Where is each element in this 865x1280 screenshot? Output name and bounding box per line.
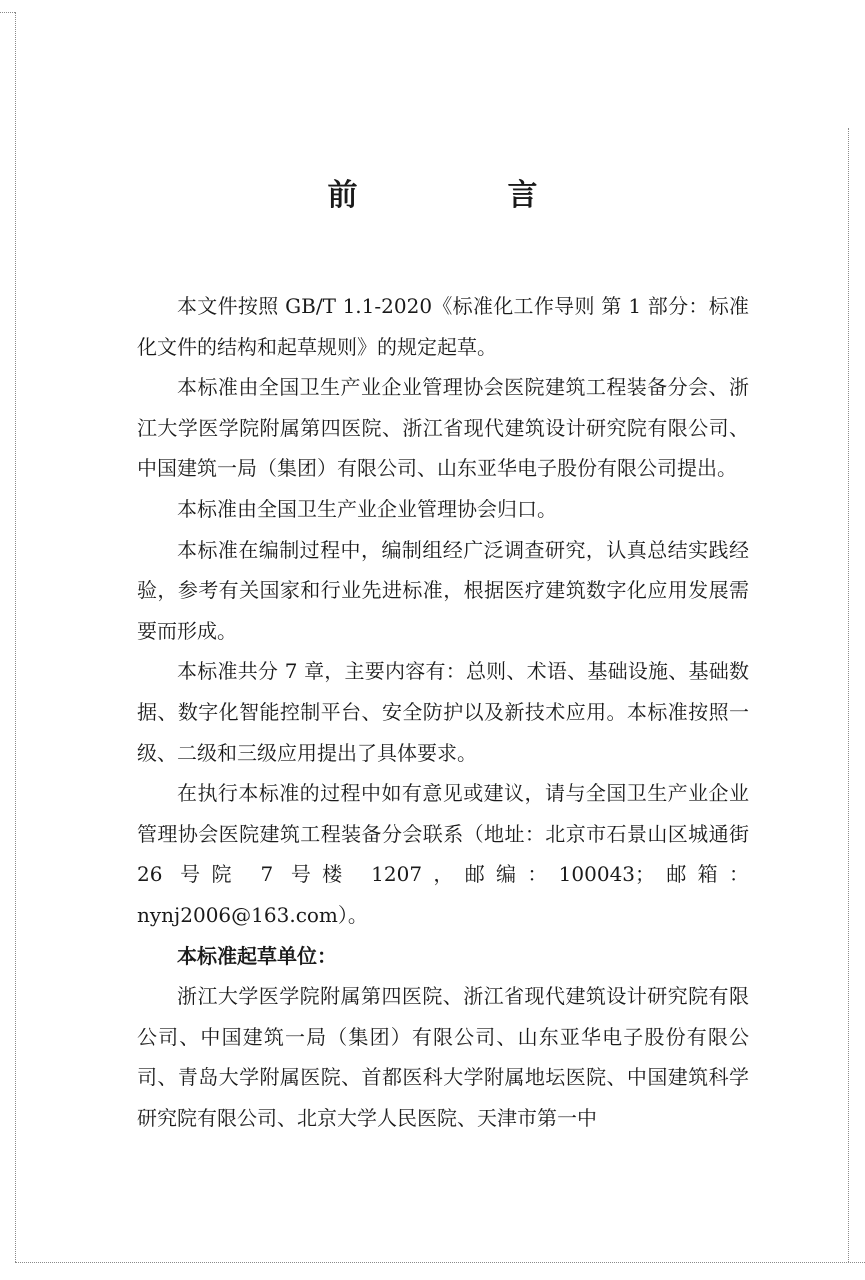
drafting-units-label: 本标准起草单位： [177,943,337,968]
document-body [137,286,749,1138]
page-title: 前 言 [327,178,598,213]
paragraph-centralized: 本标准由全国卫生产业企业管理协会归口。 [177,496,557,521]
paragraph-chapters: 本标准共分 7 章，主要内容有：总则、术语、基础设施、基础数据、数字化智能控制平台、安全防护以及新技术应用。本标准按照一级、二级和三级应用提出了具体要求。 [137,659,749,765]
paragraph-proposer: 本标准由全国卫生产业企业管理协会医院建筑工程装备分会、浙江大学医学院附属第四医院、浙江省现代建筑设计研究院有限公司、中国建筑一局（集团）有限公司、山东亚华电子股份有限公司提出。 [137,375,749,481]
page-border-right [848,128,849,1262]
page-border-top [0,12,15,13]
paragraph-contact: 在执行本标准的过程中如有意见或建议，请与全国卫生产业企业管理协会医院建筑工程装备分会联系（地址：北京市石景山区城通街 26 号院 7 号楼 1207，邮编：100043；邮箱：nynj2006@163.com）。 [137,781,749,927]
page-border-bottom [15,1262,865,1263]
paragraph-drafting-rules: 本文件按照 GB/T 1.1-2020《标准化工作导则 第 1 部分：标准化文件的结构和起草规则》的规定起草。 [137,294,749,359]
paragraph-compilation: 本标准在编制过程中，编制组经广泛调查研究，认真总结实践经验，参考有关国家和行业先进标准，根据医疗建筑数字化应用发展需要而形成。 [137,537,749,643]
paragraph-drafting-units: 浙江大学医学院附属第四医院、浙江省现代建筑设计研究院有限公司、中国建筑一局（集团）有限公司、山东亚华电子股份有限公司、青岛大学附属医院、首都医科大学附属地坛医院、中国建筑科学研究院有限公司、北京大学人民医院、天津市第一中 [137,984,749,1130]
